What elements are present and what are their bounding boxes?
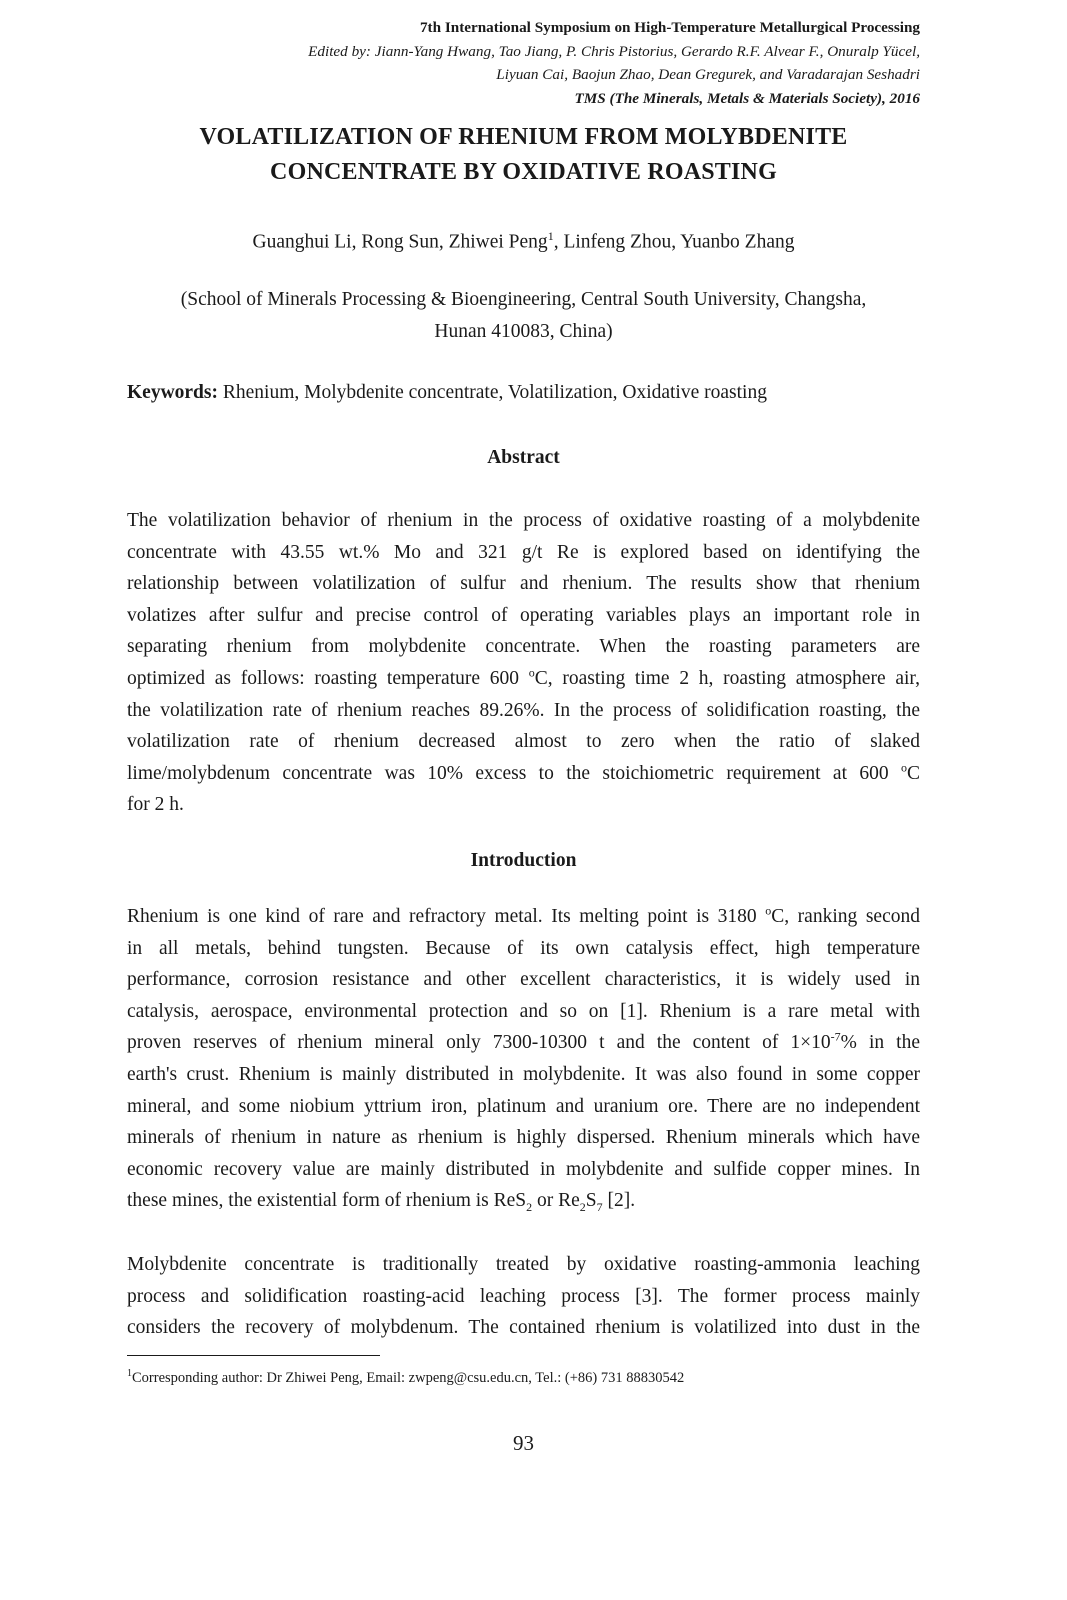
subscript-mark: 7	[596, 1200, 603, 1215]
intro-text: proven reserves of rhenium mineral only 7300-10300 t and the content of 1×10	[127, 1032, 831, 1054]
intro-line: performance, corrosion resistance and other excellent characteristics, it is widely used in	[127, 969, 920, 991]
degree-mark: o	[900, 760, 907, 775]
abstract-line: separating rhenium from molybdenite concentrate. When the roasting parameters are	[127, 636, 920, 658]
conference-header	[127, 16, 920, 110]
abstract-line: volatizes after sulfur and precise control of operating variables plays an important role in	[127, 604, 920, 626]
intro-text: or Re	[532, 1190, 580, 1212]
abstract-text: optimized as follows: roasting temperature 600	[127, 667, 529, 689]
footnote	[127, 1363, 920, 1389]
degree-mark: o	[528, 665, 535, 680]
affiliation-line-1: (School of Minerals Processing & Bioengineering, Central South University, Changsha,	[180, 289, 867, 310]
abstract-line: concentrate with 43.55 wt.% Mo and 321 g/t Re is explored based on identifying the	[127, 541, 920, 563]
intro-line	[127, 1027, 920, 1059]
exponent-mark: -7	[830, 1029, 841, 1044]
introduction-heading: Introduction	[470, 850, 577, 871]
page-number: 93	[513, 1431, 534, 1455]
abstract-line	[127, 758, 920, 790]
intro-line	[127, 1185, 920, 1217]
degree-mark: o	[765, 903, 772, 918]
abstract-line: relationship between volatilization of sulfur and rhenium. The results show that rhenium	[127, 573, 920, 595]
introduction-paragraph-2	[127, 1249, 920, 1344]
abstract-text: C	[906, 762, 920, 784]
intro-line: catalysis, aerospace, environmental protection and so on [1]. Rhenium is a rare metal with	[127, 1000, 920, 1022]
title-line-1: VOLATILIZATION OF RHENIUM FROM MOLYBDENITE	[199, 124, 848, 150]
abstract-line: the volatilization rate of rhenium reaches 89.26%. In the process of solidification roasting, the	[127, 699, 920, 721]
intro-text: S	[585, 1190, 597, 1212]
intro-text: [2].	[602, 1190, 636, 1212]
intro-line: minerals of rhenium in nature as rhenium is highly dispersed. Rhenium minerals which have	[127, 1127, 920, 1149]
abstract-line: for 2 h.	[127, 794, 184, 816]
abstract-paragraph	[127, 505, 920, 821]
affiliation	[127, 284, 920, 348]
abstract-line: The volatilization behavior of rhenium in the process of oxidative roasting of a molybdenite	[127, 510, 920, 531]
publisher-line: TMS (The Minerals, Metals & Materials Society), 2016	[574, 89, 920, 107]
intro-line: mineral, and some niobium yttrium iron, platinum and uranium ore. There are no independent	[127, 1095, 920, 1117]
intro-line: considers the recovery of molybdenum. The contained rhenium is volatilized into dust in the	[127, 1317, 920, 1339]
intro-line: process and solidification roasting-acid leaching process [3]. The former process mainly	[127, 1285, 920, 1307]
intro-line: earth's crust. Rhenium is mainly distributed in molybdenite. It was also found in some copper	[127, 1063, 920, 1085]
keywords-label: Keywords:	[127, 382, 218, 403]
intro-line: Molybdenite concentrate is traditionally treated by oxidative roasting-ammonia leaching	[127, 1254, 920, 1275]
editors-line-2: Liyuan Cai, Baojun Zhao, Dean Gregurek, and Varadarajan Seshadri	[496, 66, 920, 83]
subscript-mark: 2	[579, 1200, 586, 1215]
abstract-text: lime/molybdenum concentrate was 10% excess to the stoichiometric requirement at 600	[127, 762, 901, 784]
keywords	[127, 378, 920, 408]
author-footnote-mark: 1	[547, 229, 554, 243]
author-list	[127, 221, 920, 258]
footnote-text: Corresponding author: Dr Zhiwei Peng, Email: zwpeng@csu.edu.cn, Tel.: (+86) 731 88830542	[132, 1369, 685, 1386]
intro-line: economic recovery value are mainly distributed in molybdenite and sulfide copper mines. In	[127, 1158, 920, 1180]
editors-line-1: Edited by: Jiann-Yang Hwang, Tao Jiang, P. Chris Pistorius, Gerardo R.F. Alvear F., Onuralp Yücel,	[308, 42, 920, 60]
title-line-2: CONCENTRATE BY OXIDATIVE ROASTING	[270, 159, 777, 185]
authors-after-mark: , Linfeng Zhou, Yuanbo Zhang	[553, 231, 795, 253]
abstract-heading: Abstract	[487, 447, 560, 468]
subscript-mark: 2	[526, 1200, 533, 1215]
abstract-text: C, roasting time 2 h, roasting atmosphere air,	[534, 667, 920, 689]
footnote-divider	[127, 1355, 380, 1356]
intro-text: C, ranking second	[771, 906, 920, 927]
affiliation-line-2: Hunan 410083, China)	[434, 321, 613, 342]
intro-text: these mines, the existential form of rhenium is ReS	[127, 1190, 527, 1212]
paper-title	[127, 120, 920, 190]
intro-text: % in the	[840, 1032, 920, 1054]
conference-name: 7th International Symposium on High-Temperature Metallurgical Processing	[419, 19, 920, 36]
intro-line	[127, 901, 920, 933]
keywords-text: Rhenium, Molybdenite concentrate, Volatilization, Oxidative roasting	[218, 382, 767, 403]
introduction-paragraph-1	[127, 901, 920, 1217]
abstract-line: volatilization rate of rhenium decreased almost to zero when the ratio of slaked	[127, 731, 920, 753]
authors-before-mark: Guanghui Li, Rong Sun, Zhiwei Peng	[252, 231, 548, 253]
intro-line: in all metals, behind tungsten. Because of its own catalysis effect, high temperature	[127, 937, 920, 959]
intro-text: Rhenium is one kind of rare and refractory metal. Its melting point is 3180	[127, 906, 766, 927]
footnote-mark: 1	[127, 1368, 132, 1379]
abstract-line	[127, 663, 920, 695]
